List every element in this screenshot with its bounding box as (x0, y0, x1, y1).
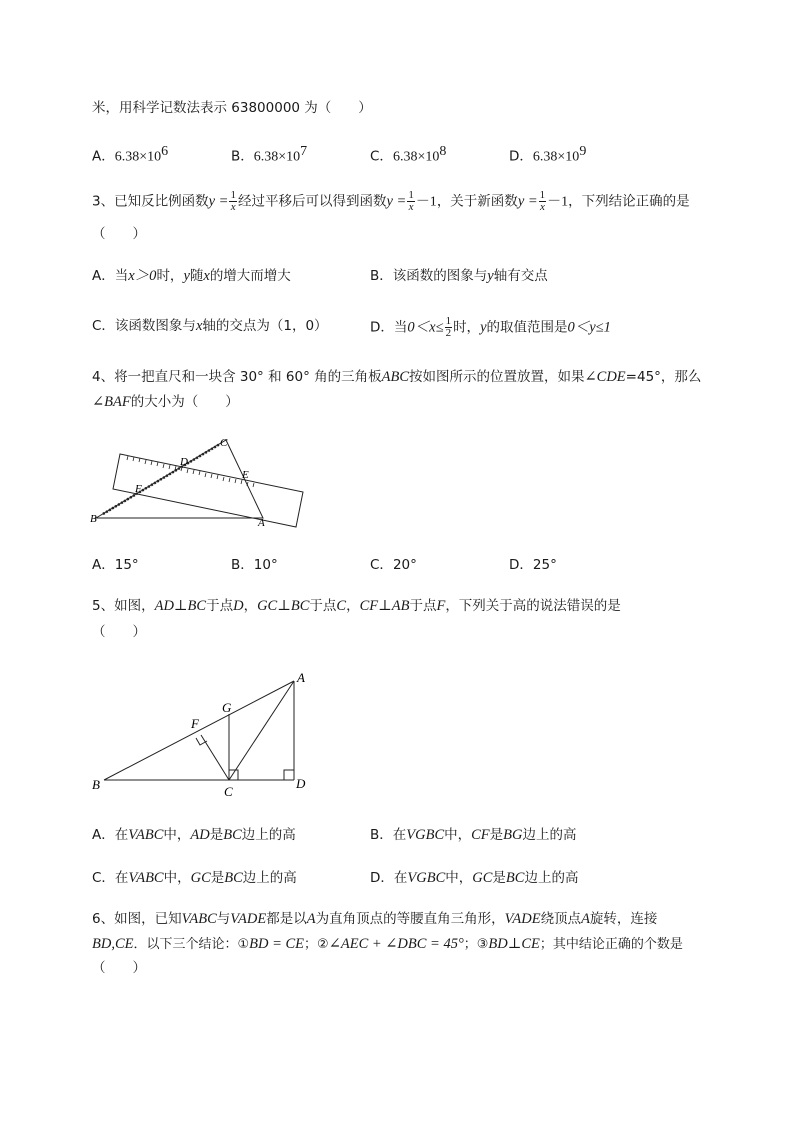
q6-stem-line2: BD,CE．以下三个结论：①BD = CE；②∠AEC + ∠DBC = 45°；③BD⊥CE；其中结论正确的个数是 (92, 936, 683, 952)
q2-option-a[interactable]: A．$6.38\times 10^6$ (92, 144, 169, 165)
q5-label-c: C (224, 784, 233, 798)
q5-option-d[interactable]: D．在VGBC中，GC是BC边上的高 (370, 870, 579, 886)
q4-label-a: A (258, 517, 265, 529)
q3-answer-paren: （ ） (92, 226, 146, 242)
q5-option-c[interactable]: C．在VABC中，GC是BC边上的高 (92, 870, 297, 886)
q3-option-b[interactable]: B．该函数的图象与y轴有交点 (370, 268, 548, 284)
q2-option-c[interactable]: C．$6.38\times 10^8$ (370, 144, 447, 165)
q2-option-b[interactable]: B．$6.38\times 10^7$ (231, 144, 308, 165)
q3-option-d[interactable]: D．当0＜x≤ $\frac{1}{2}$ 时，y的取值范围是0＜y≤1 (370, 315, 611, 339)
q3-stem: 3、已知反比例函数y = $\frac{1}{x}$ 经过平移后可以得到函数y = $\frac{1}{x}$ －1，关于新函数y = $\frac{1}{x}$ －1，下列结论正确的是 (92, 189, 690, 213)
q5-stem: 5、如图，AD⊥BC于点D，GC⊥BC于点C，CF⊥AB于点F，下列关于高的说法错误的是 (92, 598, 621, 614)
q6-answer-paren: （ ） (92, 960, 146, 976)
q5-option-a[interactable]: A．在VABC中，AD是BC边上的高 (92, 827, 296, 843)
q5-label-b: B (92, 777, 100, 792)
q4-label-c: C (220, 437, 228, 449)
q4-figure (88, 432, 308, 532)
q5-label-f: F (191, 716, 199, 731)
q3-fraction-2: $\frac{1}{x}$ (408, 189, 414, 213)
q5-label-d: D (296, 776, 306, 791)
q4-option-d[interactable]: D．25° (509, 557, 557, 573)
q5-label-a: A (297, 670, 305, 685)
q3-fraction-3: $\frac{1}{x}$ (539, 189, 546, 213)
q3-option-c[interactable]: C．该函数图象与x轴的交点为（1，0） (92, 318, 328, 334)
q4-stem-line2: ∠BAF的大小为（ ） (92, 394, 239, 410)
q4-option-c[interactable]: C．20° (370, 557, 417, 573)
q4-stem-line1: 4、将一把直尺和一块含 30° 和 60° 角的三角板ABC按如图所示的位置放置，如果∠CDE=45°，那么 (92, 369, 702, 385)
q6-stem-line1: 6、如图，已知VABC与VADE都是以A为直角顶点的等腰直角三角形，VADE绕顶点A旋转，连接 (92, 911, 658, 927)
q3-option-a[interactable]: A．当x＞0时，y随x的增大而增大 (92, 268, 291, 284)
q3-half-fraction: $\frac{1}{2}$ (445, 315, 452, 339)
q4-label-b: B (90, 513, 97, 525)
q5-option-b[interactable]: B．在VGBC中，CF是BG边上的高 (370, 827, 577, 843)
q3-fraction-1: $\frac{1}{x}$ (230, 189, 236, 213)
q4-option-b[interactable]: B．10° (231, 557, 278, 573)
q4-label-f: F (135, 483, 142, 495)
q4-label-e: E (242, 469, 249, 481)
q4-option-a[interactable]: A．15° (92, 557, 139, 573)
q2-option-d[interactable]: D．$6.38\times 10^9$ (509, 144, 587, 165)
q5-answer-paren: （ ） (92, 624, 146, 640)
q4-label-d: D (180, 456, 188, 468)
q2-stem: 米，用科学记数法表示 63800000 为（ ） (92, 100, 372, 116)
q5-label-g: G (222, 700, 232, 715)
q5-figure (88, 666, 318, 798)
